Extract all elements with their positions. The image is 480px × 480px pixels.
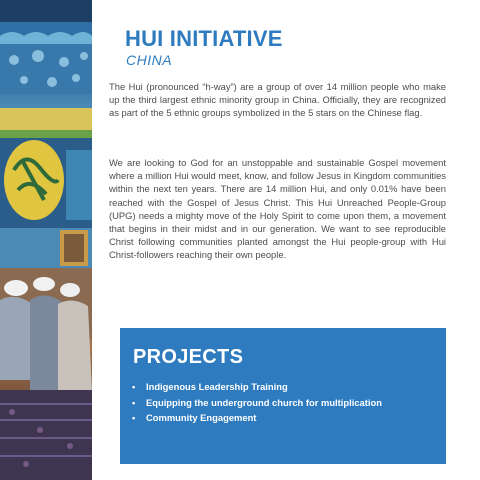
projects-box (120, 328, 446, 464)
list-item (132, 410, 382, 426)
project-item-label: Indigenous Leadership Training (146, 381, 288, 392)
project-item-label: Equipping the underground church for multiplication (146, 396, 382, 408)
vision-paragraph: We are looking to God for an unstoppable and sustainable Gospel movement where a million Hui would meet, know, and follow Jesus in Kingdom communities within the next ten years. There are 14 million Hui, and only 0.01% have been reached with the Gospel of Jesus Christ. This Hui Unreached People-Group (UPG) needs a mighty move of the Holy Spirit to come upon them, a movement that begins in their midst and in our generation. We want to see reproducible Christ following communities planted amongst the Hui people-group with Hui Christ-followers reaching their own people. (109, 157, 446, 261)
mosque-photo-illustration (0, 0, 92, 480)
projects-list (132, 379, 382, 426)
list-item (132, 379, 382, 395)
project-item-label: Community Engagement (146, 412, 257, 423)
bullet-icon: • (132, 412, 136, 423)
bullet-icon: • (132, 396, 136, 408)
page-title: HUI INITIATIVE (125, 26, 283, 51)
projects-title: PROJECTS (133, 346, 244, 368)
list-item (132, 395, 382, 411)
page-subtitle: CHINA (126, 52, 173, 68)
intro-paragraph: The Hui (pronounced “h-way”) are a group of over 14 million people who make up the third largest ethnic minority group in China. Officially, they are recognized as part of the 5 ethnic groups symbolized in the 5 stars on the Chinese flag. (109, 81, 446, 119)
mosque-interior-photo (0, 0, 92, 480)
bullet-icon: • (132, 381, 136, 392)
